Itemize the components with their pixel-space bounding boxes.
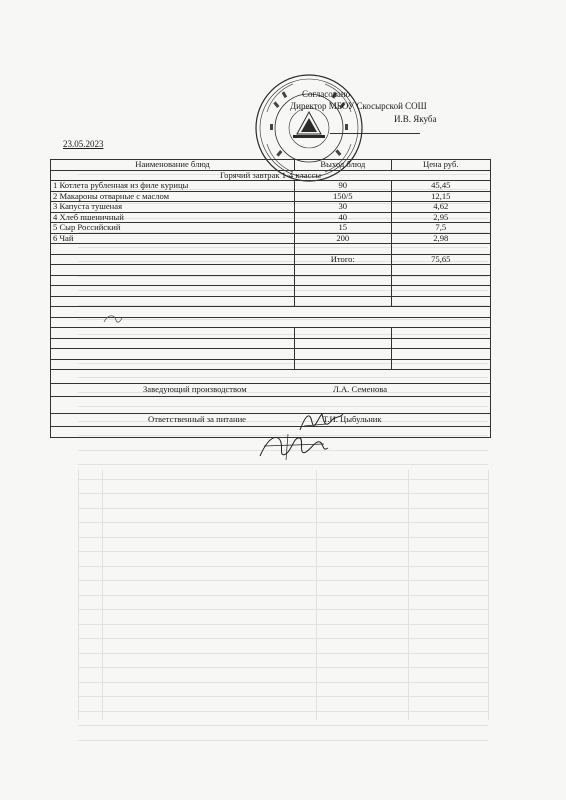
dish-name: 1 Котлета рубленная из филе курицы (51, 181, 295, 192)
ghost-row (78, 494, 488, 509)
manager-label: Заведующий производством (143, 384, 247, 394)
ghost-row (78, 523, 488, 538)
empty-row (51, 359, 491, 370)
empty-row (51, 370, 491, 384)
empty-row (51, 338, 491, 349)
ghost-row (78, 508, 488, 523)
document-date: 23.05.2023 (63, 139, 104, 149)
ghost-row (78, 624, 488, 639)
ghost-column-line (488, 470, 489, 720)
header-dish-name: Наименование блюд (51, 160, 295, 171)
dish-name: 2 Макароны отварные с маслом (51, 191, 295, 202)
empty-row (51, 296, 491, 307)
table-header-row (51, 160, 491, 171)
header-yield: Выход блюд (295, 160, 392, 171)
ghost-row (78, 479, 488, 494)
table-row (51, 233, 491, 244)
ghost-row (78, 581, 488, 596)
ghost-column-line (78, 470, 79, 720)
empty-row (51, 244, 491, 255)
dish-yield: 40 (295, 212, 392, 223)
ghost-row (78, 668, 488, 683)
dish-name: 5 Сыр Российский (51, 223, 295, 234)
ghost-row (78, 711, 488, 726)
empty-row (51, 275, 491, 286)
ghost-column-line (316, 470, 317, 720)
approval-signature-line (330, 133, 420, 134)
table-row (51, 202, 491, 213)
ghost-column-line (408, 470, 409, 720)
pen-mark (102, 312, 124, 326)
responsible-signature (258, 430, 330, 464)
ghost-row (78, 465, 488, 480)
empty-row (51, 286, 491, 297)
dish-price: 45,45 (391, 181, 490, 192)
ghost-row (78, 610, 488, 625)
ghost-row (78, 595, 488, 610)
responsible-signature-row (51, 414, 491, 427)
empty-row (51, 349, 491, 360)
ghost-row (78, 697, 488, 712)
approval-label: Согласовано (302, 89, 351, 99)
ghost-column-line (102, 470, 103, 720)
dish-yield: 200 (295, 233, 392, 244)
ghost-row (78, 537, 488, 552)
dish-yield: 30 (295, 202, 392, 213)
dish-name: 3 Капуста тушеная (51, 202, 295, 213)
ghost-row (78, 653, 488, 668)
dish-yield: 15 (295, 223, 392, 234)
table-row (51, 191, 491, 202)
manager-signature-row (51, 384, 491, 397)
approver-name: И.В. Якуба (394, 114, 437, 124)
empty-row (51, 265, 491, 276)
total-value: 75,65 (391, 254, 490, 265)
dish-yield: 90 (295, 181, 392, 192)
dish-price: 2,95 (391, 212, 490, 223)
responsible-label: Ответственный за питание (148, 414, 246, 424)
total-row (51, 254, 491, 265)
table-row (51, 212, 491, 223)
ghost-row (78, 726, 488, 741)
ghost-row (78, 639, 488, 654)
total-label: Итого: (295, 254, 392, 265)
header-price: Цена руб. (391, 160, 490, 171)
empty-row (51, 328, 491, 339)
responsible-name: Т.И. Цыбульник (323, 414, 382, 424)
dish-price: 4,62 (391, 202, 490, 213)
approver-position: Директор МБОУ Скосырской СОШ (290, 101, 427, 111)
dish-price: 2,98 (391, 233, 490, 244)
section-title-row (51, 170, 491, 181)
ghost-row (78, 566, 488, 581)
section-title: Горячий завтрак 1-4 классы (51, 170, 491, 181)
dish-name: 4 Хлеб пшеничный (51, 212, 295, 223)
empty-row (51, 397, 491, 414)
manager-name: Л.А. Семенова (333, 384, 388, 394)
table-row (51, 223, 491, 234)
dish-yield: 150/5 (295, 191, 392, 202)
dish-name: 6 Чай (51, 233, 295, 244)
dish-price: 12,15 (391, 191, 490, 202)
dish-price: 7,5 (391, 223, 490, 234)
table-row (51, 181, 491, 192)
ghost-row (78, 682, 488, 697)
ghost-row (78, 552, 488, 567)
menu-table (50, 159, 491, 438)
